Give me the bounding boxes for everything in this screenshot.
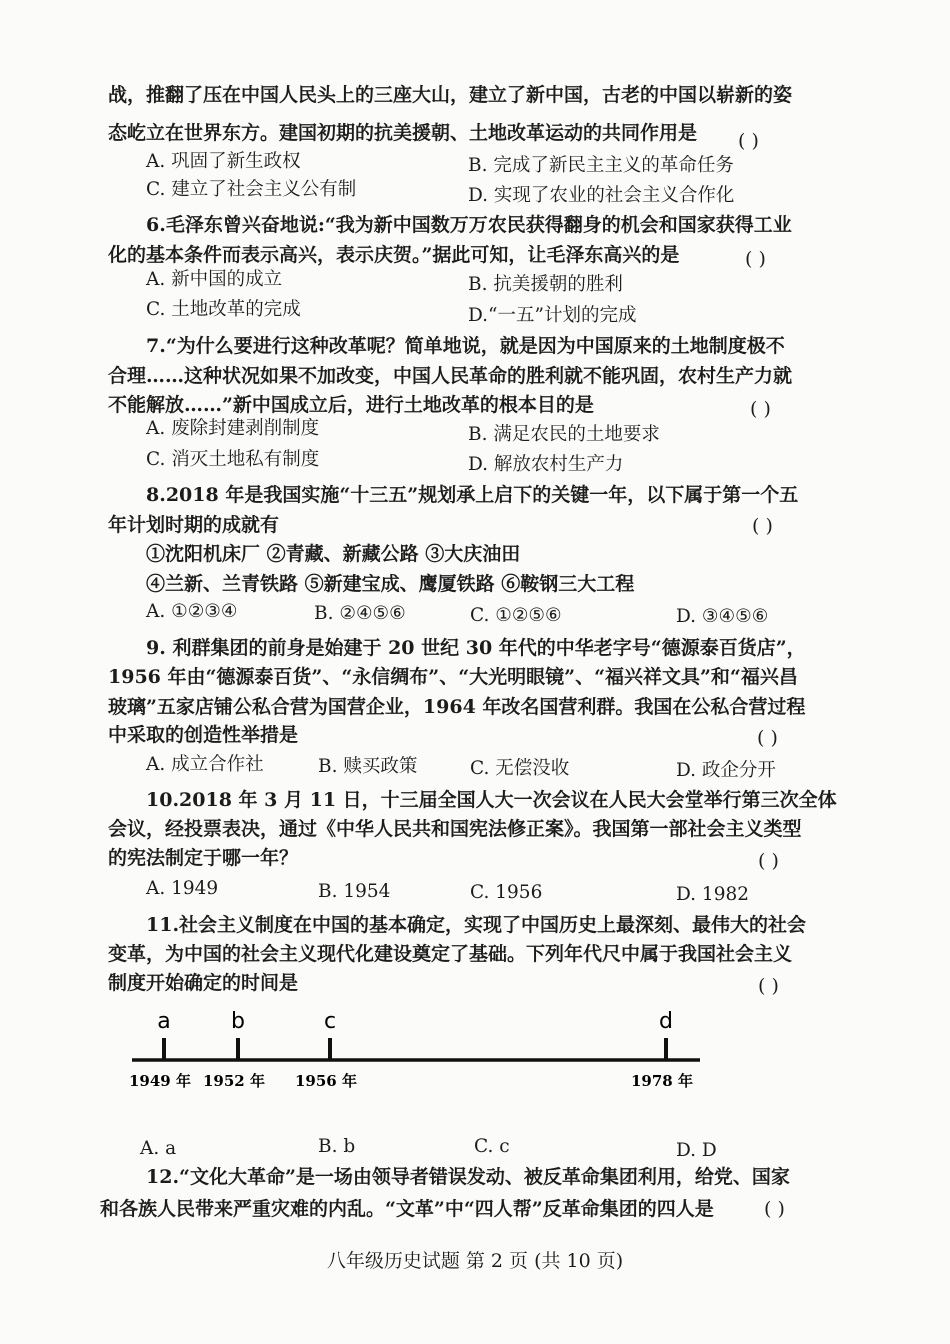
q6-stem-line1: 6.毛泽东曾兴奋地说:“我为新中国数万万农民获得翻身的机会和国家获得工业 [146, 214, 792, 236]
q8-option-b: B. ②④⑤⑥ [314, 603, 406, 624]
q9-option-b: B. 赎买政策 [318, 756, 418, 777]
timeline-letter: d [659, 1009, 673, 1034]
q11-option-b: B. b [318, 1136, 356, 1157]
answer-paren: ( ) [745, 248, 766, 270]
q8-stem-line2: 年计划时期的成就有 [108, 514, 280, 536]
q8-items-line2: ④兰新、兰青铁路 ⑤新建宝成、鹰厦铁路 ⑥鞍钢三大工程 [146, 573, 635, 595]
q7-option-c: C. 消灭土地私有制度 [146, 449, 320, 470]
q9-stem-line1: 9. 利群集团的前身是始建于 20 世纪 30 年代的中华老字号“德源泰百货店”， [146, 637, 806, 659]
timeline-letter: b [231, 1009, 245, 1034]
answer-paren: ( ) [750, 398, 771, 420]
q6-stem-line2: 化的基本条件而表示高兴，表示庆贺。”据此可知，让毛泽东高兴的是 [108, 244, 680, 266]
q9-stem-line3: 玻璃”五家店铺公私合营为国营企业，1964 年改名国营利群。我国在公私合营过程 [108, 696, 806, 718]
q9-option-d: D. 政企分开 [676, 760, 776, 781]
answer-paren: ( ) [758, 850, 779, 872]
q8-option-c: C. ①②⑤⑥ [470, 605, 562, 626]
timeline-year: 1978 年 [631, 1072, 693, 1090]
q6-option-c: C. 土地改革的完成 [146, 299, 301, 320]
answer-paren: ( ) [738, 130, 759, 152]
timeline-year: 1949 年 [129, 1072, 191, 1090]
q7-stem-line3: 不能解放……”新中国成立后，进行土地改革的根本目的是 [108, 394, 594, 416]
page-footer: 八年级历史试题 第 2 页 (共 10 页) [326, 1250, 624, 1272]
q5-option-d: D. 实现了农业的社会主义合作化 [468, 185, 735, 206]
q7-option-a: A. 废除封建剥削制度 [146, 418, 320, 439]
q5-stem-line2: 态屹立在世界东方。建国初期的抗美援朝、土地改革运动的共同作用是 [108, 122, 698, 144]
q11-option-a: A. a [140, 1138, 177, 1159]
q10-option-b: B. 1954 [318, 881, 391, 902]
q10-option-c: C. 1956 [470, 882, 543, 903]
q11-stem-line3: 制度开始确定的时间是 [108, 972, 299, 994]
q5-option-b: B. 完成了新民主主义的革命任务 [468, 155, 734, 176]
q7-stem-line2: 合理……这种状况如果不加改变，中国人民革命的胜利就不能巩固，农村生产力就 [108, 365, 793, 387]
q11-stem-line1: 11.社会主义制度在中国的基本确定，实现了中国历史上最深刻、最伟大的社会 [146, 914, 807, 936]
answer-paren: ( ) [752, 515, 773, 537]
timeline-letter: c [323, 1009, 337, 1034]
timeline-year: 1952 年 [203, 1072, 265, 1090]
q10-option-a: A. 1949 [146, 878, 219, 899]
q7-option-b: B. 满足农民的土地要求 [468, 424, 660, 445]
q8-option-d: D. ③④⑤⑥ [676, 606, 769, 627]
q8-items-line1: ①沈阳机床厂 ②青藏、新藏公路 ③大庆油田 [146, 543, 521, 565]
q6-option-a: A. 新中国的成立 [146, 269, 283, 290]
timeline-letter: a [157, 1009, 171, 1034]
q9-stem-line4: 中采取的创造性举措是 [108, 724, 299, 746]
q8-stem-line1: 8.2018 年是我国实施“十三五”规划承上启下的关键一年，以下属于第一个五 [146, 484, 799, 506]
q9-option-a: A. 成立合作社 [146, 754, 264, 775]
q11-option-d: D. D [676, 1140, 717, 1161]
q5-stem-line1: 战，推翻了压在中国人民头上的三座大山，建立了新中国，古老的中国以崭新的姿 [108, 84, 793, 106]
q10-stem-line2: 会议，经投票表决，通过《中华人民共和国宪法修正案》。我国第一部社会主义类型 [108, 818, 802, 840]
q12-stem-line2: 和各族人民带来严重灾难的内乱。“文革”中“四人帮”反革命集团的四人是 [100, 1198, 714, 1220]
timeline-ruler [120, 1000, 720, 1100]
q8-option-a: A. ①②③④ [146, 601, 238, 622]
answer-paren: ( ) [764, 1198, 785, 1220]
timeline-year: 1956 年 [295, 1072, 357, 1090]
q5-option-c: C. 建立了社会主义公有制 [146, 179, 357, 200]
q11-stem-line2: 变革，为中国的社会主义现代化建设奠定了基础。下列年代尺中属于我国社会主义 [108, 943, 793, 965]
q9-option-c: C. 无偿没收 [470, 758, 570, 779]
answer-paren: ( ) [757, 727, 778, 749]
q10-option-d: D. 1982 [676, 884, 750, 905]
q7-stem-line1: 7.“为什么要进行这种改革呢？简单地说，就是因为中国原来的土地制度极不 [146, 335, 785, 357]
q6-option-d: D.“一五”计划的完成 [468, 305, 637, 326]
q10-stem-line1: 10.2018 年 3 月 11 日，十三届全国人大一次会议在人民大会堂举行第三次全体 [146, 789, 837, 811]
q5-option-a: A. 巩固了新生政权 [146, 151, 301, 172]
q12-stem-line1: 12.“文化大革命”是一场由领导者错误发动、被反革命集团利用，给党、国家 [146, 1166, 790, 1188]
q6-option-b: B. 抗美援朝的胜利 [468, 274, 623, 295]
q10-stem-line3: 的宪法制定于哪一年？ [108, 847, 299, 869]
q11-option-c: C. c [474, 1136, 510, 1157]
q9-stem-line2: 1956 年由“德源泰百货”、“永信绸布”、“大光明眼镜”、“福兴祥文具”和“福兴昌 [108, 666, 798, 688]
answer-paren: ( ) [758, 975, 779, 997]
q7-option-d: D. 解放农村生产力 [468, 454, 624, 475]
